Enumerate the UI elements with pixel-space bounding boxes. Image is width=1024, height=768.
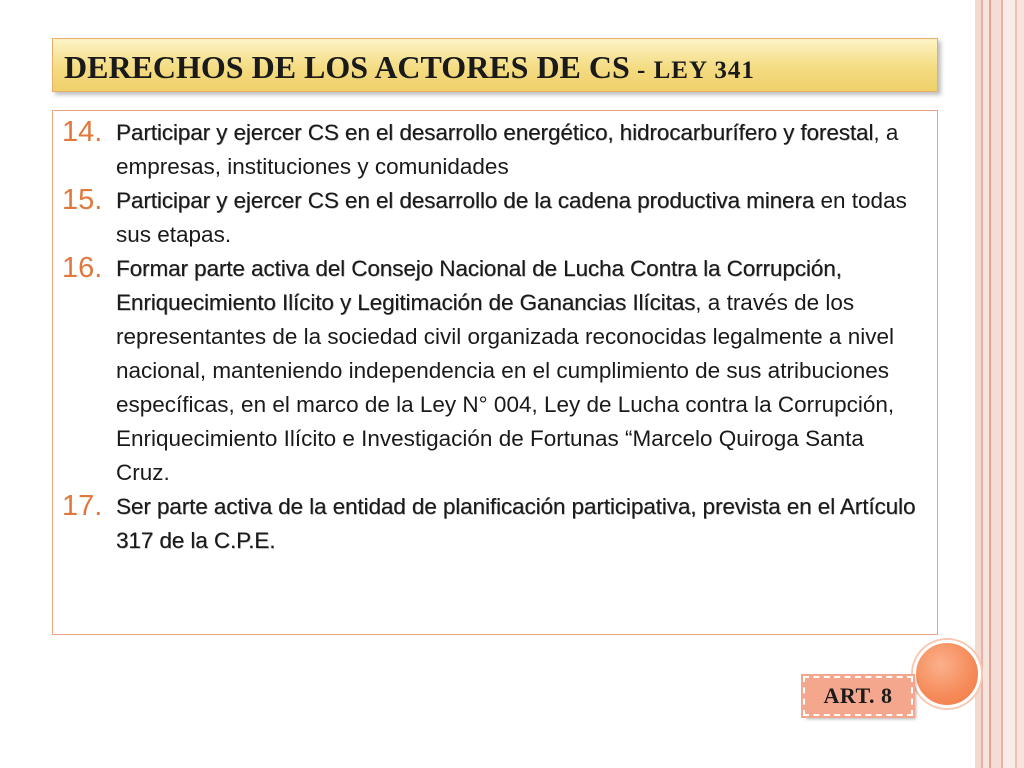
title-subtitle: - LEY 341 (629, 57, 755, 84)
article-badge-label: ART. 8 (823, 683, 893, 708)
list-item-17 (62, 490, 922, 558)
list-item-15 (62, 184, 922, 252)
item-highlight-text: Ser parte activa de la entidad de planificación participativa, prevista en el Artículo 317 de la C.P.E. (116, 494, 916, 553)
rights-list (62, 116, 922, 558)
item-text: , a través de los representantes de la sociedad civil organizada reconocidas legalmente a nivel nacional, manteniendo independencia en el cumplimiento de sus atribuciones específicas, en el marco de la Ley N° 004, Ley de Lucha contra la Corrupción, Enriquecimiento Ilícito e Investigación de Fortunas “Marcelo Quiroga Santa Cruz. (116, 290, 895, 485)
title-main: DERECHOS DE LOS ACTORES DE CS (64, 49, 630, 85)
slide-title (64, 47, 755, 91)
item-highlight-text: Formar parte activa del Consejo Nacional de Lucha Contra la Corrupción, Enriquecimiento Ilícito y Legitimación de Ganancias Ilícitas (116, 256, 842, 315)
item-text: , a empresas, instituciones y comunidades (116, 120, 899, 179)
decorative-stripes (975, 0, 1024, 768)
item-number: 17. (62, 490, 103, 522)
item-text: en todas sus etapas. (116, 188, 907, 247)
item-highlight-text: Participar y ejercer CS en el desarrollo energético, hidrocarburífero y forestal (116, 120, 874, 145)
decorative-circle (913, 640, 981, 708)
list-item-14 (62, 116, 922, 184)
item-number: 16. (62, 252, 103, 284)
article-badge (803, 676, 913, 716)
list-item-16 (62, 252, 922, 490)
item-number: 14. (62, 116, 103, 148)
item-highlight-text: Participar y ejercer CS en el desarrollo de la cadena productiva minera (116, 188, 815, 213)
item-number: 15. (62, 184, 103, 216)
